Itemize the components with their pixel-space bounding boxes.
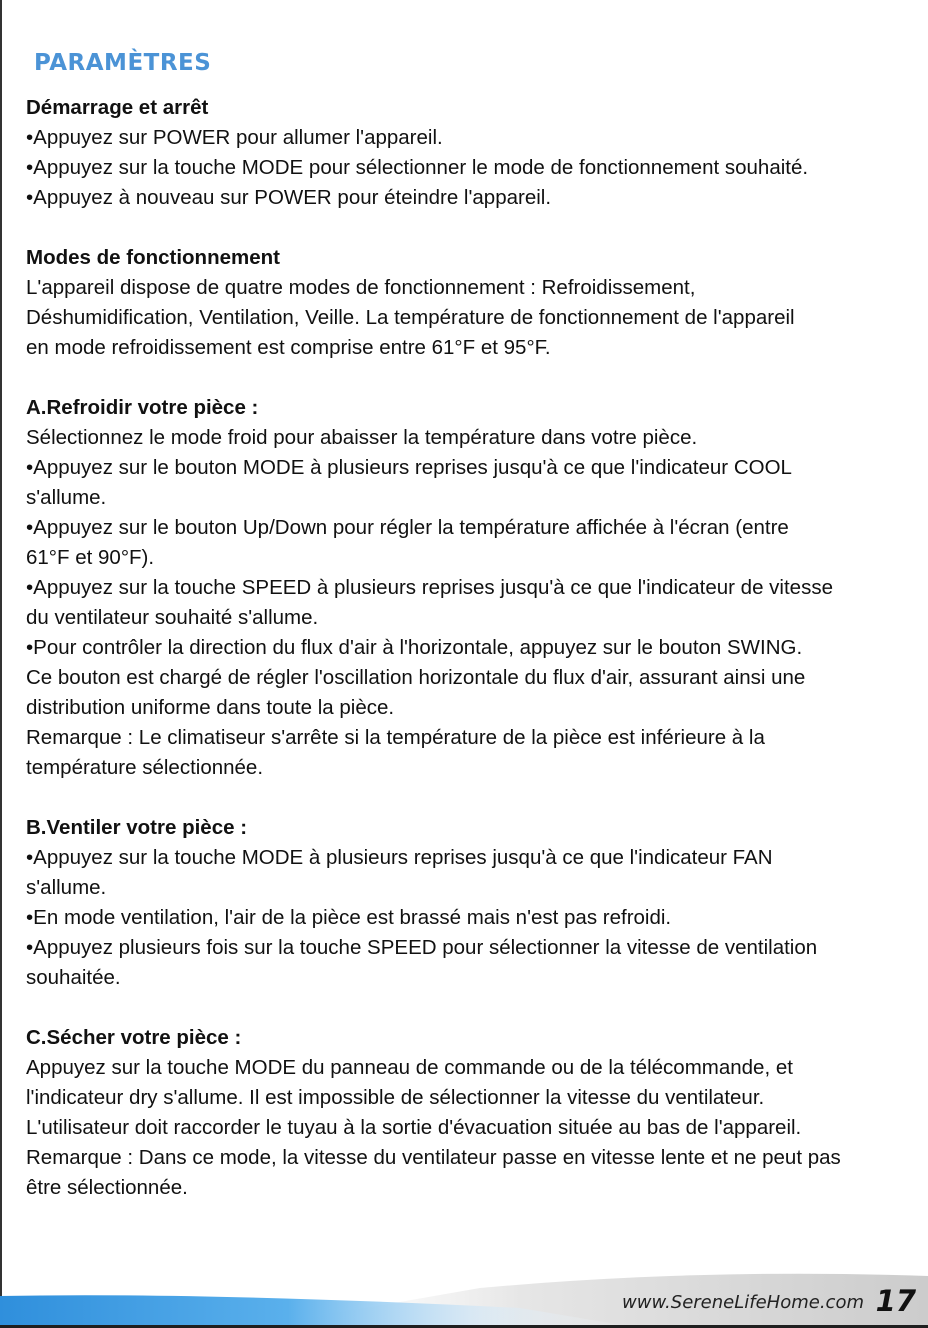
text-line: du ventilateur souhaité s'allume. <box>26 606 319 629</box>
text-line: s'allume. <box>26 486 107 509</box>
text-line: température sélectionnée. <box>26 756 264 779</box>
text-line: •Appuyez sur POWER pour allumer l'appareil. <box>26 126 443 149</box>
section-heading: Modes de fonctionnement <box>26 246 280 269</box>
section-cool-room <box>26 393 916 783</box>
text-line: •Pour contrôler la direction du flux d'air à l'horizontale, appuyez sur le bouton SWING. <box>26 636 803 659</box>
section-heading: Démarrage et arrêt <box>26 96 209 119</box>
text-line: souhaitée. <box>26 966 121 989</box>
text-line: •Appuyez sur la touche MODE pour sélectionner le mode de fonctionnement souhaité. <box>26 156 809 179</box>
text-line: •En mode ventilation, l'air de la pièce est brassé mais n'est pas refroidi. <box>26 906 672 929</box>
text-line: s'allume. <box>26 876 107 899</box>
section-fan-room <box>26 813 916 993</box>
text-line: •Appuyez plusieurs fois sur la touche SPEED pour sélectionner la vitesse de ventilation <box>26 936 818 959</box>
text-line: distribution uniforme dans toute la pièce. <box>26 696 395 719</box>
text-line: l'indicateur dry s'allume. Il est impossible de sélectionner la vitesse du ventilateur. <box>26 1086 765 1109</box>
text-line: •Appuyez sur le bouton Up/Down pour régler la température affichée à l'écran (entre <box>26 516 789 539</box>
page-number: 17 <box>875 1284 916 1318</box>
text-line: L'appareil dispose de quatre modes de fonctionnement : Refroidissement, <box>26 276 696 299</box>
section-operating-modes <box>26 243 916 363</box>
section-dry-room <box>26 1023 916 1203</box>
text-line: Remarque : Le climatiseur s'arrête si la température de la pièce est inférieure à la <box>26 726 765 749</box>
section-heading: B.Ventiler votre pièce : <box>26 816 248 839</box>
text-line: •Appuyez sur la touche MODE à plusieurs reprises jusqu'à ce que l'indicateur FAN <box>26 846 773 869</box>
website-url: www.SereneLifeHome.com <box>622 1292 864 1313</box>
text-line: Remarque : Dans ce mode, la vitesse du ventilateur passe en vitesse lente et ne peut pas <box>26 1146 841 1169</box>
text-line: •Appuyez sur le bouton MODE à plusieurs reprises jusqu'à ce que l'indicateur COOL <box>26 456 792 479</box>
text-line: Ce bouton est chargé de régler l'oscillation horizontale du flux d'air, assurant ainsi une <box>26 666 806 689</box>
section-heading: C.Sécher votre pièce : <box>26 1026 242 1049</box>
section-start-stop <box>26 93 916 213</box>
section-heading: A.Refroidir votre pièce : <box>26 396 259 419</box>
text-line: 61°F et 90°F). <box>26 546 155 569</box>
text-line: en mode refroidissement est comprise entre 61°F et 95°F. <box>26 336 551 359</box>
text-line: •Appuyez à nouveau sur POWER pour éteindre l'appareil. <box>26 186 552 209</box>
text-line: Sélectionnez le mode froid pour abaisser la température dans votre pièce. <box>26 426 698 449</box>
text-line: Appuyez sur la touche MODE du panneau de commande ou de la télécommande, et <box>26 1056 793 1079</box>
text-line: L'utilisateur doit raccorder le tuyau à la sortie d'évacuation située au bas de l'appareil. <box>26 1116 802 1139</box>
text-line: •Appuyez sur la touche SPEED à plusieurs reprises jusqu'à ce que l'indicateur de vitesse <box>26 576 833 599</box>
page-title: PARAMÈTRES <box>34 50 212 76</box>
page-border-line <box>0 0 2 1328</box>
text-line: Déshumidification, Ventilation, Veille. La température de fonctionnement de l'appareil <box>26 306 795 329</box>
body-text <box>26 93 916 1233</box>
text-line: être sélectionnée. <box>26 1176 188 1199</box>
